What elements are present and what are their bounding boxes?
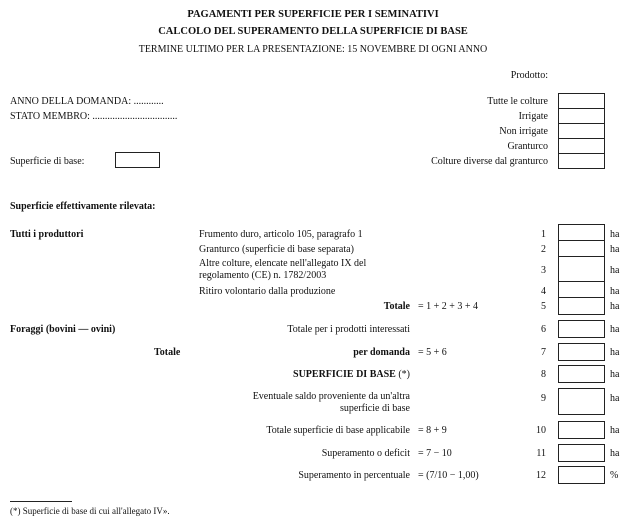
product-heading: Prodotto: — [510, 70, 548, 81]
row-1-num: 1 — [541, 229, 546, 240]
stato-membro: STATO MEMBRO: .................................. — [10, 111, 178, 122]
row-6-unit: ha — [610, 324, 620, 335]
row-6-num: 6 — [541, 324, 546, 335]
row-10-label: Totale superficie di base applicabile — [266, 425, 410, 436]
row-2-unit: ha — [610, 244, 620, 255]
row-11-formula: = 7 − 10 — [418, 448, 452, 459]
row-10-box[interactable] — [558, 421, 605, 439]
product-box-maize[interactable] — [558, 138, 605, 154]
product-box-other[interactable] — [558, 153, 605, 169]
row-5-num: 5 — [541, 301, 546, 312]
row-8-note: (*) — [398, 369, 410, 380]
footnote-rule — [10, 501, 72, 502]
row-5-unit: ha — [610, 301, 620, 312]
row-5-formula: = 1 + 2 + 3 + 4 — [418, 301, 479, 312]
row-9-num: 9 — [541, 393, 546, 404]
row-1-label: Frumento duro, articolo 105, paragrafo 1 — [199, 229, 363, 240]
row-10-num: 10 — [536, 425, 546, 436]
row-3-box[interactable] — [558, 256, 605, 283]
group-tutti: Tutti i produttori — [10, 229, 84, 240]
product-item-maize: Granturco — [507, 141, 548, 152]
row-12-label: Superamento in percentuale — [298, 470, 410, 481]
row-8-label: SUPERFICIE DI BASE — [293, 369, 396, 380]
product-box-non-irrigated[interactable] — [558, 123, 605, 139]
row-9-box[interactable] — [558, 388, 605, 415]
row-3-num: 3 — [541, 265, 546, 276]
superficie-base-label: Superficie di base: — [10, 156, 85, 167]
row-11-label: Superamento o deficit — [321, 448, 410, 459]
product-item-all: Tutte le colture — [487, 96, 548, 107]
product-box-all[interactable] — [558, 93, 605, 109]
title-1: PAGAMENTI PER SUPERFICIE PER I SEMINATIVI — [187, 9, 439, 20]
superficie-base-box[interactable] — [115, 152, 160, 168]
row-9-unit: ha — [610, 393, 620, 404]
product-item-other: Colture diverse dal granturco — [431, 156, 548, 167]
product-item-non-irrigated: Non irrigate — [499, 126, 548, 137]
anno-domanda: ANNO DELLA DOMANDA: ............ — [10, 96, 164, 107]
row-5-label: Totale — [383, 301, 410, 312]
row-6-label: Totale per i prodotti interessati — [287, 324, 410, 335]
row-2-num: 2 — [541, 244, 546, 255]
section-title: Superficie effettivamente rilevata: — [10, 201, 156, 212]
row-7-label: per domanda — [353, 347, 410, 358]
row-10-formula: = 8 + 9 — [418, 425, 447, 436]
row-7-group: Totale — [154, 347, 181, 358]
row-8-box[interactable] — [558, 365, 605, 383]
product-box-irrigated[interactable] — [558, 108, 605, 124]
row-7-unit: ha — [610, 347, 620, 358]
row-10-unit: ha — [610, 425, 620, 436]
row-12-formula: = (7/10 − 1,00) — [418, 470, 479, 481]
row-4-label: Ritiro volontario dalla produzione — [199, 286, 336, 297]
subtitle: TERMINE ULTIMO PER LA PRESENTAZIONE: 15 NOVEMBRE DI OGNI ANNO — [138, 44, 488, 55]
row-6-box[interactable] — [558, 320, 605, 338]
row-5-box[interactable] — [558, 297, 605, 315]
row-12-num: 12 — [536, 470, 546, 481]
row-7-box[interactable] — [558, 343, 605, 361]
row-11-box[interactable] — [558, 444, 605, 462]
row-4-unit: ha — [610, 286, 620, 297]
footnote: (*) Superficie di base di cui all'allegato IV». — [10, 506, 170, 516]
group-foraggi: Foraggi (bovini — ovini) — [10, 324, 116, 335]
row-7-formula: = 5 + 6 — [418, 347, 447, 358]
row-3-unit: ha — [610, 265, 620, 276]
row-9-label: Eventuale saldo proveniente da un'altra superficie di base — [252, 391, 410, 414]
row-11-unit: ha — [610, 448, 620, 459]
row-8-num: 8 — [541, 369, 546, 380]
row-1-unit: ha — [610, 229, 620, 240]
row-12-unit: % — [610, 470, 619, 481]
title-2: CALCOLO DEL SUPERAMENTO DELLA SUPERFICIE DI BASE — [158, 26, 468, 37]
row-3-label: Altre colture, elencate nell'allegato IX del regolamento (CE) n. 1782/2003 — [199, 258, 367, 281]
row-4-num: 4 — [541, 286, 546, 297]
row-8-label-wrap — [200, 369, 410, 380]
row-11-num: 11 — [536, 448, 546, 459]
product-item-irrigated: Irrigate — [518, 111, 548, 122]
row-2-label: Granturco (superficie di base separata) — [199, 244, 354, 255]
row-7-num: 7 — [541, 347, 546, 358]
row-8-unit: ha — [610, 369, 620, 380]
row-12-box[interactable] — [558, 466, 605, 484]
